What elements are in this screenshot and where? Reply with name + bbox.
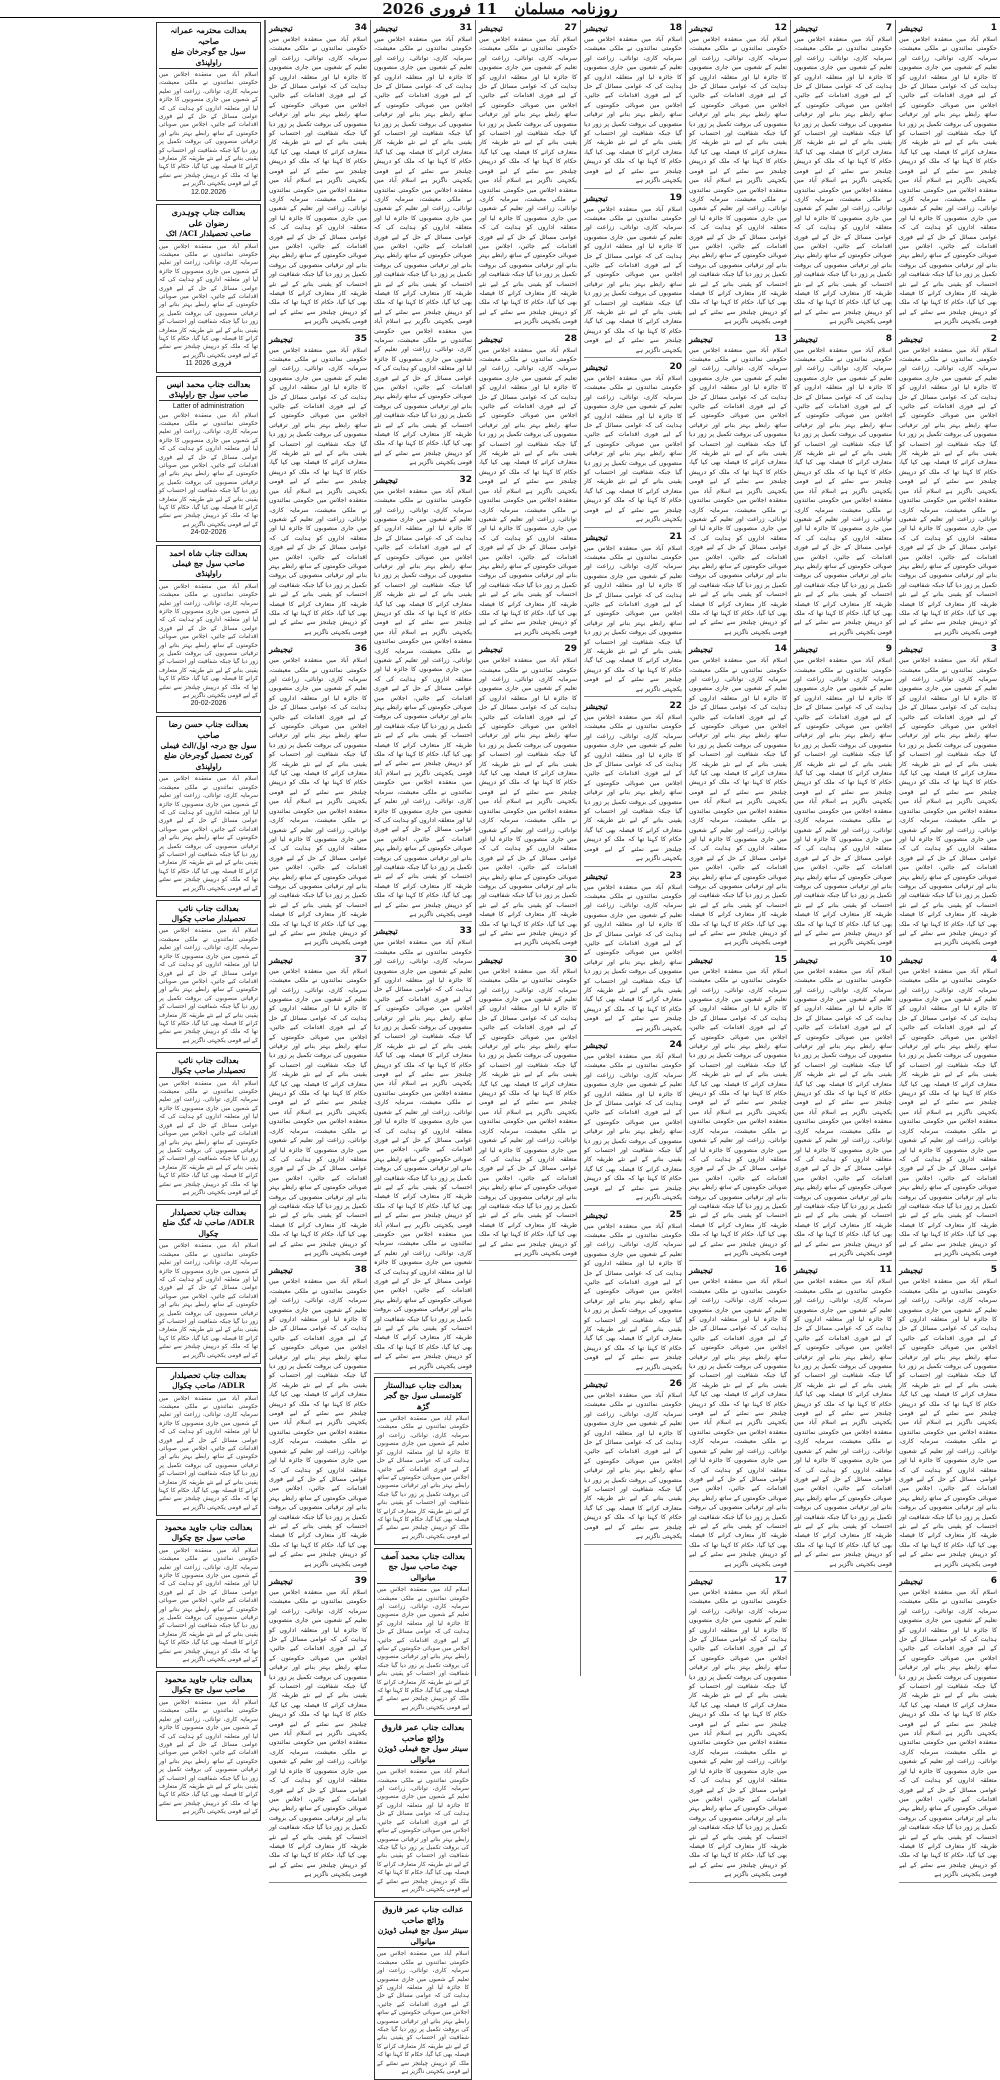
article-body: اسلام آباد میں منعقدہ اجلاس میں حکومتی نمائندوں نے ملکی معیشت، سرمایہ کاری، توانائی، زراعت اور تعلیم کے شعبوں میں جاری منصوبوں کا جائزہ لیا اور متعلقہ اداروں کو ہدایت کی کہ عوامی مسائل کے حل کے لیے فوری اقدامات کیے جائیں، اجلاس میں صوبائی حکومتوں کے ساتھ رابطے بہتر بنانے اور ترقیاتی منصوبوں کی بروقت تکمیل پر زور دیا گیا جبکہ شفافیت اور احتساب کو یقینی بنانے کے لیے نئے طریقہ کار متعارف کرانے کا فیصلہ بھی کیا گیا، حکام کا کہنا تھا کہ ملک کو درپیش چیلنجز سے نمٹنے کے لیے قومی یکجہتی ناگزیر ہے (584, 714, 682, 863)
news-article (899, 1264, 997, 1572)
court-notice-body: اسلام آباد میں منعقدہ اجلاس میں حکومتی نمائندوں نے ملکی معیشت، سرمایہ کاری، توانائی، زراعت اور تعلیم کے شعبوں میں جاری منصوبوں کا جائزہ لیا اور متعلقہ اداروں کو ہدایت کی کہ عوامی مسائل کے حل کے لیے فوری اقدامات کیے جائیں، اجلاس میں صوبائی حکومتوں کے ساتھ رابطے بہتر بنانے اور ترقیاتی منصوبوں کی بروقت تکمیل پر زور دیا گیا جبکہ شفافیت اور احتساب کو یقینی بنانے کے لیے نئے طریقہ کار متعارف کرانے کا فیصلہ بھی کیا گیا، حکام کا کہنا تھا کہ ملک کو درپیش چیلنجز سے نمٹنے کے لیے قومی یکجہتی ناگزیر ہے (159, 72, 258, 188)
news-article (689, 954, 787, 1262)
article-tag: تیجیشر (374, 474, 398, 485)
court-notice-title: بعدالت جناب عبدالستار (384, 1380, 462, 1391)
article-header (269, 1264, 367, 1276)
article-number: 36 (354, 644, 367, 655)
court-notice-subtitle: صاحب سول جج فیملی راولپنڈی (159, 559, 258, 581)
court-notice-date: 20-02-2026 (190, 700, 227, 708)
article-tag: تیجیشر (269, 1265, 293, 1276)
court-notice-title: بعدالت جناب عمر فاروق وڑائچ صاحب (381, 1722, 465, 1744)
court-notice-date: 24-02-2026 (190, 529, 227, 537)
article-header (584, 361, 682, 373)
court-notice (156, 204, 261, 373)
court-notice-subtitle: ADLR/ صاحب چکوال (159, 1381, 258, 1393)
article-header (689, 22, 787, 34)
article-number: 1 (990, 23, 997, 33)
article-body: اسلام آباد میں منعقدہ اجلاس میں حکومتی نمائندوں نے ملکی معیشت، سرمایہ کاری، توانائی، زراعت اور تعلیم کے شعبوں میں جاری منصوبوں کا جائزہ لیا اور متعلقہ اداروں کو ہدایت کی کہ عوامی مسائل کے حل کے لیے فوری اقدامات کیے جائیں، اجلاس میں صوبائی حکومتوں کے ساتھ رابطے بہتر بنانے اور ترقیاتی منصوبوں کی بروقت تکمیل پر زور دیا گیا جبکہ شفافیت اور احتساب کو یقینی بنانے کے لیے نئے طریقہ کار متعارف کرانے کا فیصلہ بھی کیا گیا، حکام کا کہنا تھا کہ ملک کو درپیش چیلنجز سے نمٹنے کے لیے قومی یکجہتی ناگزیر ہے اسلام آباد میں منعقدہ اجلاس میں حکومتی نمائندوں نے ملکی معیشت، سرمایہ کاری، توانائی، زراعت اور تعلیم کے شعبوں میں جاری منصوبوں کا جائزہ لیا اور متعلقہ اداروں کو ہدایت کی کہ عوامی مسائل کے حل کے لیے فوری اقدامات کیے جائیں، اجلاس میں صوبائی حکومتوں کے ساتھ رابطے بہتر بنانے اور ترقیاتی منصوبوں کی بروقت تکمیل پر زور دیا گیا جبکہ شفافیت اور احتساب کو یقینی بنانے کے لیے نئے طریقہ کار متعارف کرانے کا فیصلہ بھی کیا گیا، حکام کا کہنا تھا کہ ملک کو درپیش چیلنجز سے نمٹنے کے لیے قومی یکجہتی ناگزیر ہے (689, 967, 787, 1257)
news-article (899, 643, 997, 951)
court-notice-subtitle: ADLR/ صاحب تلہ گنگ ضلع چکوال (159, 1218, 258, 1240)
court-notice-subtitle: سول جج درجہ اول/الٹ فیملی کورٹ تحصیل گوجرخان ضلع راولپنڈی (159, 741, 258, 774)
news-article (899, 22, 997, 330)
article-header (794, 954, 892, 966)
article-number: 9 (885, 644, 892, 655)
article-header (794, 643, 892, 655)
article-body: اسلام آباد میں منعقدہ اجلاس میں حکومتی نمائندوں نے ملکی معیشت، سرمایہ کاری، توانائی، زراعت اور تعلیم کے شعبوں میں جاری منصوبوں کا جائزہ لیا اور متعلقہ اداروں کو ہدایت کی کہ عوامی مسائل کے حل کے لیے فوری اقدامات کیے جائیں، اجلاس میں صوبائی حکومتوں کے ساتھ رابطے بہتر بنانے اور ترقیاتی منصوبوں کی بروقت تکمیل پر زور دیا گیا جبکہ شفافیت اور احتساب کو یقینی بنانے کے لیے نئے طریقہ کار متعارف کرانے کا فیصلہ بھی کیا گیا، حکام کا کہنا تھا کہ ملک کو درپیش چیلنجز سے نمٹنے کے لیے قومی یکجہتی ناگزیر ہے (584, 375, 682, 524)
article-tag: تیجیشر (689, 1265, 713, 1276)
article-header (689, 1264, 787, 1276)
news-article (584, 870, 682, 1037)
article-body: اسلام آباد میں منعقدہ اجلاس میں حکومتی نمائندوں نے ملکی معیشت، سرمایہ کاری، توانائی، زراعت اور تعلیم کے شعبوں میں جاری منصوبوں کا جائزہ لیا اور متعلقہ اداروں کو ہدایت کی کہ عوامی مسائل کے حل کے لیے فوری اقدامات کیے جائیں، اجلاس میں صوبائی حکومتوں کے ساتھ رابطے بہتر بنانے اور ترقیاتی منصوبوں کی بروقت تکمیل پر زور دیا گیا جبکہ شفافیت اور احتساب کو یقینی بنانے کے لیے نئے طریقہ کار متعارف کرانے کا فیصلہ بھی کیا گیا، حکام کا کہنا تھا کہ ملک کو درپیش چیلنجز سے نمٹنے کے لیے قومی یکجہتی ناگزیر ہے اسلام آباد میں منعقدہ اجلاس میں حکومتی نمائندوں نے ملکی معیشت، سرمایہ کاری، توانائی، زراعت اور تعلیم کے شعبوں میں جاری منصوبوں کا جائزہ لیا اور متعلقہ اداروں کو ہدایت کی کہ عوامی مسائل کے حل کے لیے فوری اقدامات کیے جائیں، اجلاس میں صوبائی حکومتوں کے ساتھ رابطے بہتر بنانے اور ترقیاتی منصوبوں کی بروقت تکمیل پر زور دیا گیا جبکہ شفافیت اور احتساب کو یقینی بنانے کے لیے نئے طریقہ کار متعارف کرانے کا فیصلہ بھی کیا گیا، حکام کا کہنا تھا کہ ملک کو درپیش چیلنجز سے نمٹنے کے لیے قومی یکجہتی ناگزیر ہے (899, 1588, 997, 1879)
news-article (584, 531, 682, 698)
court-notice-subtitle: صاحب سول جج راولپنڈی (159, 390, 258, 402)
article-header (584, 22, 682, 34)
article-body: اسلام آباد میں منعقدہ اجلاس میں حکومتی نمائندوں نے ملکی معیشت، سرمایہ کاری، توانائی، زراعت اور تعلیم کے شعبوں میں جاری منصوبوں کا جائزہ لیا اور متعلقہ اداروں کو ہدایت کی کہ عوامی مسائل کے حل کے لیے فوری اقدامات کیے جائیں، اجلاس میں صوبائی حکومتوں کے ساتھ رابطے بہتر بنانے اور ترقیاتی منصوبوں کی بروقت تکمیل پر زور دیا گیا جبکہ شفافیت اور احتساب کو یقینی بنانے کے لیے نئے طریقہ کار متعارف کرانے کا فیصلہ بھی کیا گیا، حکام کا کہنا تھا کہ ملک کو درپیش چیلنجز سے نمٹنے کے لیے قومی یکجہتی ناگزیر ہے اسلام آباد میں منعقدہ اجلاس میں حکومتی نمائندوں نے ملکی معیشت، سرمایہ کاری، توانائی، زراعت اور تعلیم کے شعبوں میں جاری منصوبوں کا جائزہ لیا اور متعلقہ اداروں کو ہدایت کی کہ عوامی مسائل کے حل کے لیے فوری اقدامات کیے جائیں، اجلاس میں صوبائی حکومتوں کے ساتھ رابطے بہتر بنانے اور ترقیاتی منصوبوں کی بروقت تکمیل پر زور دیا گیا جبکہ شفافیت اور احتساب کو یقینی بنانے کے لیے نئے طریقہ کار متعارف کرانے کا فیصلہ بھی کیا گیا، حکام کا کہنا تھا کہ ملک کو درپیش چیلنجز سے نمٹنے کے لیے قومی یکجہتی ناگزیر ہے (269, 346, 367, 636)
news-article (269, 954, 367, 1262)
article-tag: تیجیشر (584, 362, 608, 372)
article-number: 26 (669, 1379, 682, 1389)
court-notice-title: بعدالت جناب نائب (178, 1055, 239, 1066)
article-header (374, 925, 472, 937)
article-body: اسلام آباد میں منعقدہ اجلاس میں حکومتی نمائندوں نے ملکی معیشت، سرمایہ کاری، توانائی، زراعت اور تعلیم کے شعبوں میں جاری منصوبوں کا جائزہ لیا اور متعلقہ اداروں کو ہدایت کی کہ عوامی مسائل کے حل کے لیے فوری اقدامات کیے جائیں، اجلاس میں صوبائی حکومتوں کے ساتھ رابطے بہتر بنانے اور ترقیاتی منصوبوں کی بروقت تکمیل پر زور دیا گیا جبکہ شفافیت اور احتساب کو یقینی بنانے کے لیے نئے طریقہ کار متعارف کرانے کا فیصلہ بھی کیا گیا، حکام کا کہنا تھا کہ ملک کو درپیش چیلنجز سے نمٹنے کے لیے قومی یکجہتی ناگزیر ہے اسلام آباد میں منعقدہ اجلاس میں حکومتی نمائندوں نے ملکی معیشت، سرمایہ کاری، توانائی، زراعت اور تعلیم کے شعبوں میں جاری منصوبوں کا جائزہ لیا اور متعلقہ اداروں کو ہدایت کی کہ عوامی مسائل کے حل کے لیے فوری اقدامات کیے جائیں، اجلاس میں صوبائی حکومتوں کے ساتھ رابطے بہتر بنانے اور ترقیاتی منصوبوں کی بروقت تکمیل پر زور دیا گیا جبکہ شفافیت اور احتساب کو یقینی بنانے کے لیے نئے طریقہ کار متعارف کرانے کا فیصلہ بھی کیا گیا، حکام کا کہنا تھا کہ ملک کو درپیش چیلنجز سے نمٹنے کے لیے قومی یکجہتی ناگزیر ہے (479, 36, 577, 326)
court-notice (374, 1719, 472, 1898)
court-notice (156, 900, 261, 1049)
article-number: 30 (564, 954, 577, 965)
court-notice (156, 545, 261, 713)
court-notice-body: اسلام آباد میں منعقدہ اجلاس میں حکومتی نمائندوں نے ملکی معیشت، سرمایہ کاری، توانائی، زراعت اور تعلیم کے شعبوں میں جاری منصوبوں کا جائزہ لیا اور متعلقہ اداروں کو ہدایت کی کہ عوامی مسائل کے حل کے لیے فوری اقدامات کیے جائیں، اجلاس میں صوبائی حکومتوں کے ساتھ رابطے بہتر بنانے اور ترقیاتی منصوبوں کی بروقت تکمیل پر زور دیا گیا جبکہ شفافیت اور احتساب کو یقینی بنانے کے لیے نئے طریقہ کار متعارف کرانے کا فیصلہ بھی کیا گیا، حکام کا کہنا تھا کہ ملک کو درپیش چیلنجز سے نمٹنے کے لیے قومی یکجہتی ناگزیر ہے (159, 928, 258, 1044)
article-number: 16 (774, 1265, 787, 1276)
court-notice (156, 1671, 261, 1820)
court-notice-latin: Latter of administration (172, 403, 245, 411)
article-tag: تیجیشر (689, 333, 713, 344)
article-header (899, 333, 997, 345)
court-notice-body: اسلام آباد میں منعقدہ اجلاس میں حکومتی نمائندوں نے ملکی معیشت، سرمایہ کاری، توانائی، زراعت اور تعلیم کے شعبوں میں جاری منصوبوں کا جائزہ لیا اور متعلقہ اداروں کو ہدایت کی کہ عوامی مسائل کے حل کے لیے فوری اقدامات کیے جائیں، اجلاس میں صوبائی حکومتوں کے ساتھ رابطے بہتر بنانے اور ترقیاتی منصوبوں کی بروقت تکمیل پر زور دیا گیا جبکہ شفافیت اور احتساب کو یقینی بنانے کے لیے نئے طریقہ کار متعارف کرانے کا فیصلہ بھی کیا گیا، حکام کا کہنا تھا کہ ملک کو درپیش چیلنجز سے نمٹنے کے لیے قومی یکجہتی ناگزیر ہے (159, 1395, 258, 1511)
court-notice-title: بعدالت جناب نائب (178, 902, 239, 913)
article-header (899, 1575, 997, 1587)
article-number: 11 (879, 1265, 892, 1276)
article-tag: تیجیشر (584, 1379, 608, 1389)
news-article (794, 643, 892, 951)
article-tag: تیجیشر (899, 1265, 923, 1276)
article-body: اسلام آباد میں منعقدہ اجلاس میں حکومتی نمائندوں نے ملکی معیشت، سرمایہ کاری، توانائی، زراعت اور تعلیم کے شعبوں میں جاری منصوبوں کا جائزہ لیا اور متعلقہ اداروں کو ہدایت کی کہ عوامی مسائل کے حل کے لیے فوری اقدامات کیے جائیں، اجلاس میں صوبائی حکومتوں کے ساتھ رابطے بہتر بنانے اور ترقیاتی منصوبوں کی بروقت تکمیل پر زور دیا گیا جبکہ شفافیت اور احتساب کو یقینی بنانے کے لیے نئے طریقہ کار متعارف کرانے کا فیصلہ بھی کیا گیا، حکام کا کہنا تھا کہ ملک کو درپیش چیلنجز سے نمٹنے کے لیے قومی یکجہتی ناگزیر ہے اسلام آباد میں منعقدہ اجلاس میں حکومتی نمائندوں نے ملکی معیشت، سرمایہ کاری، توانائی، زراعت اور تعلیم کے شعبوں میں جاری منصوبوں کا جائزہ لیا اور متعلقہ اداروں کو ہدایت کی کہ عوامی مسائل کے حل کے لیے فوری اقدامات کیے جائیں، اجلاس میں صوبائی حکومتوں کے ساتھ رابطے بہتر بنانے اور ترقیاتی منصوبوں کی بروقت تکمیل پر زور دیا گیا جبکہ شفافیت اور احتساب کو یقینی بنانے کے لیے نئے طریقہ کار متعارف کرانے کا فیصلہ بھی کیا گیا، حکام کا کہنا تھا کہ ملک کو درپیش چیلنجز سے نمٹنے کے لیے قومی یکجہتی ناگزیر ہے اسلام آباد میں منعقدہ اجلاس میں حکومتی نمائندوں نے ملکی معیشت، سرمایہ کاری، توانائی، زراعت اور تعلیم کے شعبوں میں جاری منصوبوں کا جائزہ لیا اور متعلقہ اداروں کو ہدایت کی کہ عوامی مسائل کے حل کے لیے فوری اقدامات کیے جائیں، اجلاس میں صوبائی حکومتوں کے ساتھ رابطے بہتر بنانے اور ترقیاتی منصوبوں کی بروقت تکمیل پر زور دیا گیا جبکہ شفافیت اور احتساب کو یقینی بنانے کے لیے نئے طریقہ کار متعارف کرانے کا فیصلہ بھی کیا گیا، حکام کا کہنا تھا کہ ملک کو درپیش چیلنجز سے نمٹنے کے لیے قومی یکجہتی ناگزیر ہے (374, 36, 472, 467)
article-header (794, 333, 892, 345)
article-header (269, 954, 367, 966)
court-notice (156, 1204, 261, 1364)
news-article (269, 1264, 367, 1572)
article-body: اسلام آباد میں منعقدہ اجلاس میں حکومتی نمائندوں نے ملکی معیشت، سرمایہ کاری، توانائی، زراعت اور تعلیم کے شعبوں میں جاری منصوبوں کا جائزہ لیا اور متعلقہ اداروں کو ہدایت کی کہ عوامی مسائل کے حل کے لیے فوری اقدامات کیے جائیں، اجلاس میں صوبائی حکومتوں کے ساتھ رابطے بہتر بنانے اور ترقیاتی منصوبوں کی بروقت تکمیل پر زور دیا گیا جبکہ شفافیت اور احتساب کو یقینی بنانے کے لیے نئے طریقہ کار متعارف کرانے کا فیصلہ بھی کیا گیا، حکام کا کہنا تھا کہ ملک کو درپیش چیلنجز سے نمٹنے کے لیے قومی یکجہتی ناگزیر ہے اسلام آباد میں منعقدہ اجلاس میں حکومتی نمائندوں نے ملکی معیشت، سرمایہ کاری، توانائی، زراعت اور تعلیم کے شعبوں میں جاری منصوبوں کا جائزہ لیا اور متعلقہ اداروں کو ہدایت کی کہ عوامی مسائل کے حل کے لیے فوری اقدامات کیے جائیں، اجلاس میں صوبائی حکومتوں کے ساتھ رابطے بہتر بنانے اور ترقیاتی منصوبوں کی بروقت تکمیل پر زور دیا گیا جبکہ شفافیت اور احتساب کو یقینی بنانے کے لیے نئے طریقہ کار متعارف کرانے کا فیصلہ بھی کیا گیا، حکام کا کہنا تھا کہ ملک کو درپیش چیلنجز سے نمٹنے کے لیے قومی یکجہتی ناگزیر ہے (794, 346, 892, 636)
article-tag: تیجیشر (479, 644, 503, 655)
article-body: اسلام آباد میں منعقدہ اجلاس میں حکومتی نمائندوں نے ملکی معیشت، سرمایہ کاری، توانائی، زراعت اور تعلیم کے شعبوں میں جاری منصوبوں کا جائزہ لیا اور متعلقہ اداروں کو ہدایت کی کہ عوامی مسائل کے حل کے لیے فوری اقدامات کیے جائیں، اجلاس میں صوبائی حکومتوں کے ساتھ رابطے بہتر بنانے اور ترقیاتی منصوبوں کی بروقت تکمیل پر زور دیا گیا جبکہ شفافیت اور احتساب کو یقینی بنانے کے لیے نئے طریقہ کار متعارف کرانے کا فیصلہ بھی کیا گیا، حکام کا کہنا تھا کہ ملک کو درپیش چیلنجز سے نمٹنے کے لیے قومی یکجہتی ناگزیر ہے اسلام آباد میں منعقدہ اجلاس میں حکومتی نمائندوں نے ملکی معیشت، سرمایہ کاری، توانائی، زراعت اور تعلیم کے شعبوں میں جاری منصوبوں کا جائزہ لیا اور متعلقہ اداروں کو ہدایت کی کہ عوامی مسائل کے حل کے لیے فوری اقدامات کیے جائیں، اجلاس میں صوبائی حکومتوں کے ساتھ رابطے بہتر بنانے اور ترقیاتی منصوبوں کی بروقت تکمیل پر زور دیا گیا جبکہ شفافیت اور احتساب کو یقینی بنانے کے لیے نئے طریقہ کار متعارف کرانے کا فیصلہ بھی کیا گیا، حکام کا کہنا تھا کہ ملک کو درپیش چیلنجز سے نمٹنے کے لیے قومی یکجہتی ناگزیر ہے (269, 1588, 367, 1879)
article-tag: تیجیشر (584, 192, 608, 203)
article-number: 28 (564, 333, 577, 344)
article-header (584, 1209, 682, 1221)
court-notice-body: اسلام آباد میں منعقدہ اجلاس میں حکومتی نمائندوں نے ملکی معیشت، سرمایہ کاری، توانائی، زراعت اور تعلیم کے شعبوں میں جاری منصوبوں کا جائزہ لیا اور متعلقہ اداروں کو ہدایت کی کہ عوامی مسائل کے حل کے لیے فوری اقدامات کیے جائیں، اجلاس میں صوبائی حکومتوں کے ساتھ رابطے بہتر بنانے اور ترقیاتی منصوبوں کی بروقت تکمیل پر زور دیا گیا جبکہ شفافیت اور احتساب کو یقینی بنانے کے لیے نئے طریقہ کار متعارف کرانے کا فیصلہ بھی کیا گیا، حکام کا کہنا تھا کہ ملک کو درپیش چیلنجز سے نمٹنے کے لیے قومی یکجہتی ناگزیر ہے (159, 1547, 258, 1663)
article-tag: تیجیشر (374, 23, 398, 33)
court-notice-body: اسلام آباد میں منعقدہ اجلاس میں حکومتی نمائندوں نے ملکی معیشت، سرمایہ کاری، توانائی، زراعت اور تعلیم کے شعبوں میں جاری منصوبوں کا جائزہ لیا اور متعلقہ اداروں کو ہدایت کی کہ عوامی مسائل کے حل کے لیے فوری اقدامات کیے جائیں، اجلاس میں صوبائی حکومتوں کے ساتھ رابطے بہتر بنانے اور ترقیاتی منصوبوں کی بروقت تکمیل پر زور دیا گیا جبکہ شفافیت اور احتساب کو یقینی بنانے کے لیے نئے طریقہ کار متعارف کرانے کا فیصلہ بھی کیا گیا، حکام کا کہنا تھا کہ ملک کو درپیش چیلنجز سے نمٹنے کے لیے قومی یکجہتی ناگزیر ہے (159, 1080, 258, 1196)
article-tag: تیجیشر (269, 1575, 293, 1586)
article-tag: تیجیشر (269, 954, 293, 965)
article-tag: تیجیشر (584, 23, 608, 33)
article-body: اسلام آباد میں منعقدہ اجلاس میں حکومتی نمائندوں نے ملکی معیشت، سرمایہ کاری، توانائی، زراعت اور تعلیم کے شعبوں میں جاری منصوبوں کا جائزہ لیا اور متعلقہ اداروں کو ہدایت کی کہ عوامی مسائل کے حل کے لیے فوری اقدامات کیے جائیں، اجلاس میں صوبائی حکومتوں کے ساتھ رابطے بہتر بنانے اور ترقیاتی منصوبوں کی بروقت تکمیل پر زور دیا گیا جبکہ شفافیت اور احتساب کو یقینی بنانے کے لیے نئے طریقہ کار متعارف کرانے کا فیصلہ بھی کیا گیا، حکام کا کہنا تھا کہ ملک کو درپیش چیلنجز سے نمٹنے کے لیے قومی یکجہتی ناگزیر ہے (584, 36, 682, 185)
news-article (269, 1575, 367, 1883)
article-body: اسلام آباد میں منعقدہ اجلاس میں حکومتی نمائندوں نے ملکی معیشت، سرمایہ کاری، توانائی، زراعت اور تعلیم کے شعبوں میں جاری منصوبوں کا جائزہ لیا اور متعلقہ اداروں کو ہدایت کی کہ عوامی مسائل کے حل کے لیے فوری اقدامات کیے جائیں، اجلاس میں صوبائی حکومتوں کے ساتھ رابطے بہتر بنانے اور ترقیاتی منصوبوں کی بروقت تکمیل پر زور دیا گیا جبکہ شفافیت اور احتساب کو یقینی بنانے کے لیے نئے طریقہ کار متعارف کرانے کا فیصلہ بھی کیا گیا، حکام کا کہنا تھا کہ ملک کو درپیش چیلنجز سے نمٹنے کے لیے قومی یکجہتی ناگزیر ہے اسلام آباد میں منعقدہ اجلاس میں حکومتی نمائندوں نے ملکی معیشت، سرمایہ کاری، توانائی، زراعت اور تعلیم کے شعبوں میں جاری منصوبوں کا جائزہ لیا اور متعلقہ اداروں کو ہدایت کی کہ عوامی مسائل کے حل کے لیے فوری اقدامات کیے جائیں، اجلاس میں صوبائی حکومتوں کے ساتھ رابطے بہتر بنانے اور ترقیاتی منصوبوں کی بروقت تکمیل پر زور دیا گیا جبکہ شفافیت اور احتساب کو یقینی بنانے کے لیے نئے طریقہ کار متعارف کرانے کا فیصلہ بھی کیا گیا، حکام کا کہنا تھا کہ ملک کو درپیش چیلنجز سے نمٹنے کے لیے قومی یکجہتی ناگزیر ہے (794, 36, 892, 326)
court-notice (156, 22, 261, 201)
article-number: 6 (990, 1575, 997, 1586)
court-notice (156, 1367, 261, 1516)
masthead-paper: روزنامہ مسلمان (514, 0, 618, 18)
article-body: اسلام آباد میں منعقدہ اجلاس میں حکومتی نمائندوں نے ملکی معیشت، سرمایہ کاری، توانائی، زراعت اور تعلیم کے شعبوں میں جاری منصوبوں کا جائزہ لیا اور متعلقہ اداروں کو ہدایت کی کہ عوامی مسائل کے حل کے لیے فوری اقدامات کیے جائیں، اجلاس میں صوبائی حکومتوں کے ساتھ رابطے بہتر بنانے اور ترقیاتی منصوبوں کی بروقت تکمیل پر زور دیا گیا جبکہ شفافیت اور احتساب کو یقینی بنانے کے لیے نئے طریقہ کار متعارف کرانے کا فیصلہ بھی کیا گیا، حکام کا کہنا تھا کہ ملک کو درپیش چیلنجز سے نمٹنے کے لیے قومی یکجہتی ناگزیر ہے اسلام آباد میں منعقدہ اجلاس میں حکومتی نمائندوں نے ملکی معیشت، سرمایہ کاری، توانائی، زراعت اور تعلیم کے شعبوں میں جاری منصوبوں کا جائزہ لیا اور متعلقہ اداروں کو ہدایت کی کہ عوامی مسائل کے حل کے لیے فوری اقدامات کیے جائیں، اجلاس میں صوبائی حکومتوں کے ساتھ رابطے بہتر بنانے اور ترقیاتی منصوبوں کی بروقت تکمیل پر زور دیا گیا جبکہ شفافیت اور احتساب کو یقینی بنانے کے لیے نئے طریقہ کار متعارف کرانے کا فیصلہ بھی کیا گیا، حکام کا کہنا تھا کہ ملک کو درپیش چیلنجز سے نمٹنے کے لیے قومی یکجہتی ناگزیر ہے (794, 1278, 892, 1568)
article-body: اسلام آباد میں منعقدہ اجلاس میں حکومتی نمائندوں نے ملکی معیشت، سرمایہ کاری، توانائی، زراعت اور تعلیم کے شعبوں میں جاری منصوبوں کا جائزہ لیا اور متعلقہ اداروں کو ہدایت کی کہ عوامی مسائل کے حل کے لیے فوری اقدامات کیے جائیں، اجلاس میں صوبائی حکومتوں کے ساتھ رابطے بہتر بنانے اور ترقیاتی منصوبوں کی بروقت تکمیل پر زور دیا گیا جبکہ شفافیت اور احتساب کو یقینی بنانے کے لیے نئے طریقہ کار متعارف کرانے کا فیصلہ بھی کیا گیا، حکام کا کہنا تھا کہ ملک کو درپیش چیلنجز سے نمٹنے کے لیے قومی یکجہتی ناگزیر ہے اسلام آباد میں منعقدہ اجلاس میں حکومتی نمائندوں نے ملکی معیشت، سرمایہ کاری، توانائی، زراعت اور تعلیم کے شعبوں میں جاری منصوبوں کا جائزہ لیا اور متعلقہ اداروں کو ہدایت کی کہ عوامی مسائل کے حل کے لیے فوری اقدامات کیے جائیں، اجلاس میں صوبائی حکومتوں کے ساتھ رابطے بہتر بنانے اور ترقیاتی منصوبوں کی بروقت تکمیل پر زور دیا گیا جبکہ شفافیت اور احتساب کو یقینی بنانے کے لیے نئے طریقہ کار متعارف کرانے کا فیصلہ بھی کیا گیا، حکام کا کہنا تھا کہ ملک کو درپیش چیلنجز سے نمٹنے کے لیے قومی یکجہتی ناگزیر ہے (689, 1588, 787, 1879)
article-number: 18 (669, 23, 682, 33)
article-number: 31 (459, 23, 472, 33)
court-notice-body: اسلام آباد میں منعقدہ اجلاس میں حکومتی نمائندوں نے ملکی معیشت، سرمایہ کاری، توانائی، زراعت اور تعلیم کے شعبوں میں جاری منصوبوں کا جائزہ لیا اور متعلقہ اداروں کو ہدایت کی کہ عوامی مسائل کے حل کے لیے فوری اقدامات کیے جائیں، اجلاس میں صوبائی حکومتوں کے ساتھ رابطے بہتر بنانے اور ترقیاتی منصوبوں کی بروقت تکمیل پر زور دیا گیا جبکہ شفافیت اور احتساب کو یقینی بنانے کے لیے نئے طریقہ کار متعارف کرانے کا فیصلہ بھی کیا گیا، حکام کا کہنا تھا کہ ملک کو درپیش چیلنجز سے نمٹنے کے لیے قومی یکجہتی ناگزیر ہے (159, 412, 258, 528)
court-notice (156, 376, 261, 542)
news-article (269, 643, 367, 951)
article-number: 32 (459, 474, 472, 485)
court-notices-column (153, 20, 265, 1816)
news-article (269, 22, 367, 330)
article-number: 8 (885, 333, 892, 344)
article-number: 10 (879, 954, 892, 965)
article-body: اسلام آباد میں منعقدہ اجلاس میں حکومتی نمائندوں نے ملکی معیشت، سرمایہ کاری، توانائی، زراعت اور تعلیم کے شعبوں میں جاری منصوبوں کا جائزہ لیا اور متعلقہ اداروں کو ہدایت کی کہ عوامی مسائل کے حل کے لیے فوری اقدامات کیے جائیں، اجلاس میں صوبائی حکومتوں کے ساتھ رابطے بہتر بنانے اور ترقیاتی منصوبوں کی بروقت تکمیل پر زور دیا گیا جبکہ شفافیت اور احتساب کو یقینی بنانے کے لیے نئے طریقہ کار متعارف کرانے کا فیصلہ بھی کیا گیا، حکام کا کہنا تھا کہ ملک کو درپیش چیلنجز سے نمٹنے کے لیے قومی یکجہتی ناگزیر ہے اسلام آباد میں منعقدہ اجلاس میں حکومتی نمائندوں نے ملکی معیشت، سرمایہ کاری، توانائی، زراعت اور تعلیم کے شعبوں میں جاری منصوبوں کا جائزہ لیا اور متعلقہ اداروں کو ہدایت کی کہ عوامی مسائل کے حل کے لیے فوری اقدامات کیے جائیں، اجلاس میں صوبائی حکومتوں کے ساتھ رابطے بہتر بنانے اور ترقیاتی منصوبوں کی بروقت تکمیل پر زور دیا گیا جبکہ شفافیت اور احتساب کو یقینی بنانے کے لیے نئے طریقہ کار متعارف کرانے کا فیصلہ بھی کیا گیا، حکام کا کہنا تھا کہ ملک کو درپیش چیلنجز سے نمٹنے کے لیے قومی یکجہتی ناگزیر ہے (269, 967, 367, 1257)
article-header (584, 192, 682, 204)
article-body: اسلام آباد میں منعقدہ اجلاس میں حکومتی نمائندوں نے ملکی معیشت، سرمایہ کاری، توانائی، زراعت اور تعلیم کے شعبوں میں جاری منصوبوں کا جائزہ لیا اور متعلقہ اداروں کو ہدایت کی کہ عوامی مسائل کے حل کے لیے فوری اقدامات کیے جائیں، اجلاس میں صوبائی حکومتوں کے ساتھ رابطے بہتر بنانے اور ترقیاتی منصوبوں کی بروقت تکمیل پر زور دیا گیا جبکہ شفافیت اور احتساب کو یقینی بنانے کے لیے نئے طریقہ کار متعارف کرانے کا فیصلہ بھی کیا گیا، حکام کا کہنا تھا کہ ملک کو درپیش چیلنجز سے نمٹنے کے لیے قومی یکجہتی ناگزیر ہے اسلام آباد میں منعقدہ اجلاس میں حکومتی نمائندوں نے ملکی معیشت، سرمایہ کاری، توانائی، زراعت اور تعلیم کے شعبوں میں جاری منصوبوں کا جائزہ لیا اور متعلقہ اداروں کو ہدایت کی کہ عوامی مسائل کے حل کے لیے فوری اقدامات کیے جائیں، اجلاس میں صوبائی حکومتوں کے ساتھ رابطے بہتر بنانے اور ترقیاتی منصوبوں کی بروقت تکمیل پر زور دیا گیا جبکہ شفافیت اور احتساب کو یقینی بنانے کے لیے نئے طریقہ کار متعارف کرانے کا فیصلہ بھی کیا گیا، حکام کا کہنا تھا کہ ملک کو درپیش چیلنجز سے نمٹنے کے لیے قومی یکجہتی ناگزیر ہے (269, 36, 367, 326)
news-article (899, 1575, 997, 1883)
court-notice (374, 1377, 472, 1545)
article-number: 33 (459, 926, 472, 937)
article-tag: تیجیشر (584, 531, 608, 542)
article-number: 35 (354, 333, 367, 344)
news-article (899, 954, 997, 1262)
article-number: 5 (990, 1265, 997, 1276)
news-article (584, 361, 682, 528)
court-notice-subtitle: صاحب تحصیلدار ACI/ اٹک (159, 229, 258, 241)
article-body: اسلام آباد میں منعقدہ اجلاس میں حکومتی نمائندوں نے ملکی معیشت، سرمایہ کاری، توانائی، زراعت اور تعلیم کے شعبوں میں جاری منصوبوں کا جائزہ لیا اور متعلقہ اداروں کو ہدایت کی کہ عوامی مسائل کے حل کے لیے فوری اقدامات کیے جائیں، اجلاس میں صوبائی حکومتوں کے ساتھ رابطے بہتر بنانے اور ترقیاتی منصوبوں کی بروقت تکمیل پر زور دیا گیا جبکہ شفافیت اور احتساب کو یقینی بنانے کے لیے نئے طریقہ کار متعارف کرانے کا فیصلہ بھی کیا گیا، حکام کا کہنا تھا کہ ملک کو درپیش چیلنجز سے نمٹنے کے لیے قومی یکجہتی ناگزیر ہے (584, 544, 682, 693)
article-body: اسلام آباد میں منعقدہ اجلاس میں حکومتی نمائندوں نے ملکی معیشت، سرمایہ کاری، توانائی، زراعت اور تعلیم کے شعبوں میں جاری منصوبوں کا جائزہ لیا اور متعلقہ اداروں کو ہدایت کی کہ عوامی مسائل کے حل کے لیے فوری اقدامات کیے جائیں، اجلاس میں صوبائی حکومتوں کے ساتھ رابطے بہتر بنانے اور ترقیاتی منصوبوں کی بروقت تکمیل پر زور دیا گیا جبکہ شفافیت اور احتساب کو یقینی بنانے کے لیے نئے طریقہ کار متعارف کرانے کا فیصلہ بھی کیا گیا، حکام کا کہنا تھا کہ ملک کو درپیش چیلنجز سے نمٹنے کے لیے قومی یکجہتی ناگزیر ہے (584, 1222, 682, 1371)
article-body: اسلام آباد میں منعقدہ اجلاس میں حکومتی نمائندوں نے ملکی معیشت، سرمایہ کاری، توانائی، زراعت اور تعلیم کے شعبوں میں جاری منصوبوں کا جائزہ لیا اور متعلقہ اداروں کو ہدایت کی کہ عوامی مسائل کے حل کے لیے فوری اقدامات کیے جائیں، اجلاس میں صوبائی حکومتوں کے ساتھ رابطے بہتر بنانے اور ترقیاتی منصوبوں کی بروقت تکمیل پر زور دیا گیا جبکہ شفافیت اور احتساب کو یقینی بنانے کے لیے نئے طریقہ کار متعارف کرانے کا فیصلہ بھی کیا گیا، حکام کا کہنا تھا کہ ملک کو درپیش چیلنجز سے نمٹنے کے لیے قومی یکجہتی ناگزیر ہے اسلام آباد میں منعقدہ اجلاس میں حکومتی نمائندوں نے ملکی معیشت، سرمایہ کاری، توانائی، زراعت اور تعلیم کے شعبوں میں جاری منصوبوں کا جائزہ لیا اور متعلقہ اداروں کو ہدایت کی کہ عوامی مسائل کے حل کے لیے فوری اقدامات کیے جائیں، اجلاس میں صوبائی حکومتوں کے ساتھ رابطے بہتر بنانے اور ترقیاتی منصوبوں کی بروقت تکمیل پر زور دیا گیا جبکہ شفافیت اور احتساب کو یقینی بنانے کے لیے نئے طریقہ کار متعارف کرانے کا فیصلہ بھی کیا گیا، حکام کا کہنا تھا کہ ملک کو درپیش چیلنجز سے نمٹنے کے لیے قومی یکجہتی ناگزیر ہے (899, 657, 997, 947)
news-article (584, 192, 682, 359)
article-tag: تیجیشر (689, 23, 713, 33)
article-header (899, 1264, 997, 1276)
article-header (269, 22, 367, 34)
court-notice-subtitle: صاحب سول جج چکوال (159, 1533, 258, 1545)
article-number: 27 (564, 23, 577, 33)
news-column-5 (475, 20, 580, 1676)
article-tag: تیجیشر (794, 644, 818, 655)
article-body: اسلام آباد میں منعقدہ اجلاس میں حکومتی نمائندوں نے ملکی معیشت، سرمایہ کاری، توانائی، زراعت اور تعلیم کے شعبوں میں جاری منصوبوں کا جائزہ لیا اور متعلقہ اداروں کو ہدایت کی کہ عوامی مسائل کے حل کے لیے فوری اقدامات کیے جائیں، اجلاس میں صوبائی حکومتوں کے ساتھ رابطے بہتر بنانے اور ترقیاتی منصوبوں کی بروقت تکمیل پر زور دیا گیا جبکہ شفافیت اور احتساب کو یقینی بنانے کے لیے نئے طریقہ کار متعارف کرانے کا فیصلہ بھی کیا گیا، حکام کا کہنا تھا کہ ملک کو درپیش چیلنجز سے نمٹنے کے لیے قومی یکجہتی ناگزیر ہے اسلام آباد میں منعقدہ اجلاس میں حکومتی نمائندوں نے ملکی معیشت، سرمایہ کاری، توانائی، زراعت اور تعلیم کے شعبوں میں جاری منصوبوں کا جائزہ لیا اور متعلقہ اداروں کو ہدایت کی کہ عوامی مسائل کے حل کے لیے فوری اقدامات کیے جائیں، اجلاس میں صوبائی حکومتوں کے ساتھ رابطے بہتر بنانے اور ترقیاتی منصوبوں کی بروقت تکمیل پر زور دیا گیا جبکہ شفافیت اور احتساب کو یقینی بنانے کے لیے نئے طریقہ کار متعارف کرانے کا فیصلہ بھی کیا گیا، حکام کا کہنا تھا کہ ملک کو درپیش چیلنجز سے نمٹنے کے لیے قومی یکجہتی ناگزیر ہے (689, 657, 787, 947)
article-body: اسلام آباد میں منعقدہ اجلاس میں حکومتی نمائندوں نے ملکی معیشت، سرمایہ کاری، توانائی، زراعت اور تعلیم کے شعبوں میں جاری منصوبوں کا جائزہ لیا اور متعلقہ اداروں کو ہدایت کی کہ عوامی مسائل کے حل کے لیے فوری اقدامات کیے جائیں، اجلاس میں صوبائی حکومتوں کے ساتھ رابطے بہتر بنانے اور ترقیاتی منصوبوں کی بروقت تکمیل پر زور دیا گیا جبکہ شفافیت اور احتساب کو یقینی بنانے کے لیے نئے طریقہ کار متعارف کرانے کا فیصلہ بھی کیا گیا، حکام کا کہنا تھا کہ ملک کو درپیش چیلنجز سے نمٹنے کے لیے قومی یکجہتی ناگزیر ہے اسلام آباد میں منعقدہ اجلاس میں حکومتی نمائندوں نے ملکی معیشت، سرمایہ کاری، توانائی، زراعت اور تعلیم کے شعبوں میں جاری منصوبوں کا جائزہ لیا اور متعلقہ اداروں کو ہدایت کی کہ عوامی مسائل کے حل کے لیے فوری اقدامات کیے جائیں، اجلاس میں صوبائی حکومتوں کے ساتھ رابطے بہتر بنانے اور ترقیاتی منصوبوں کی بروقت تکمیل پر زور دیا گیا جبکہ شفافیت اور احتساب کو یقینی بنانے کے لیے نئے طریقہ کار متعارف کرانے کا فیصلہ بھی کیا گیا، حکام کا کہنا تھا کہ ملک کو درپیش چیلنجز سے نمٹنے کے لیے قومی یکجہتی ناگزیر ہے (794, 657, 892, 947)
court-notice-title: بعدالت جناب محمد انیس (166, 378, 251, 389)
court-notice-title: بعدالت جناب تحصیلدار (170, 1370, 247, 1381)
article-header (374, 22, 472, 34)
page-columns (0, 20, 1000, 2076)
court-notice-subtitle: کلوتمسلی سول جج گجر گڑھ (377, 1391, 469, 1413)
article-body: اسلام آباد میں منعقدہ اجلاس میں حکومتی نمائندوں نے ملکی معیشت، سرمایہ کاری، توانائی، زراعت اور تعلیم کے شعبوں میں جاری منصوبوں کا جائزہ لیا اور متعلقہ اداروں کو ہدایت کی کہ عوامی مسائل کے حل کے لیے فوری اقدامات کیے جائیں، اجلاس میں صوبائی حکومتوں کے ساتھ رابطے بہتر بنانے اور ترقیاتی منصوبوں کی بروقت تکمیل پر زور دیا گیا جبکہ شفافیت اور احتساب کو یقینی بنانے کے لیے نئے طریقہ کار متعارف کرانے کا فیصلہ بھی کیا گیا، حکام کا کہنا تھا کہ ملک کو درپیش چیلنجز سے نمٹنے کے لیے قومی یکجہتی ناگزیر ہے اسلام آباد میں منعقدہ اجلاس میں حکومتی نمائندوں نے ملکی معیشت، سرمایہ کاری، توانائی، زراعت اور تعلیم کے شعبوں میں جاری منصوبوں کا جائزہ لیا اور متعلقہ اداروں کو ہدایت کی کہ عوامی مسائل کے حل کے لیے فوری اقدامات کیے جائیں، اجلاس میں صوبائی حکومتوں کے ساتھ رابطے بہتر بنانے اور ترقیاتی منصوبوں کی بروقت تکمیل پر زور دیا گیا جبکہ شفافیت اور احتساب کو یقینی بنانے کے لیے نئے طریقہ کار متعارف کرانے کا فیصلہ بھی کیا گیا، حکام کا کہنا تھا کہ ملک کو درپیش چیلنجز سے نمٹنے کے لیے قومی یکجہتی ناگزیر ہے (899, 36, 997, 326)
news-article (479, 954, 577, 1262)
article-header (584, 531, 682, 543)
court-notice-subtitle: تحصیلدار صاحب چکوال (159, 914, 258, 926)
article-header (479, 333, 577, 345)
article-tag: تیجیشر (794, 333, 818, 344)
court-notice-body: اسلام آباد میں منعقدہ اجلاس میں حکومتی نمائندوں نے ملکی معیشت، سرمایہ کاری، توانائی، زراعت اور تعلیم کے شعبوں میں جاری منصوبوں کا جائزہ لیا اور متعلقہ اداروں کو ہدایت کی کہ عوامی مسائل کے حل کے لیے فوری اقدامات کیے جائیں، اجلاس میں صوبائی حکومتوں کے ساتھ رابطے بہتر بنانے اور ترقیاتی منصوبوں کی بروقت تکمیل پر زور دیا گیا جبکہ شفافیت اور احتساب کو یقینی بنانے کے لیے نئے طریقہ کار متعارف کرانے کا فیصلہ بھی کیا گیا، حکام کا کہنا تھا کہ ملک کو درپیش چیلنجز سے نمٹنے کے لیے قومی یکجہتی ناگزیر ہے (377, 1769, 469, 1893)
article-body: اسلام آباد میں منعقدہ اجلاس میں حکومتی نمائندوں نے ملکی معیشت، سرمایہ کاری، توانائی، زراعت اور تعلیم کے شعبوں میں جاری منصوبوں کا جائزہ لیا اور متعلقہ اداروں کو ہدایت کی کہ عوامی مسائل کے حل کے لیے فوری اقدامات کیے جائیں، اجلاس میں صوبائی حکومتوں کے ساتھ رابطے بہتر بنانے اور ترقیاتی منصوبوں کی بروقت تکمیل پر زور دیا گیا جبکہ شفافیت اور احتساب کو یقینی بنانے کے لیے نئے طریقہ کار متعارف کرانے کا فیصلہ بھی کیا گیا، حکام کا کہنا تھا کہ ملک کو درپیش چیلنجز سے نمٹنے کے لیے قومی یکجہتی ناگزیر ہے اسلام آباد میں منعقدہ اجلاس میں حکومتی نمائندوں نے ملکی معیشت، سرمایہ کاری، توانائی، زراعت اور تعلیم کے شعبوں میں جاری منصوبوں کا جائزہ لیا اور متعلقہ اداروں کو ہدایت کی کہ عوامی مسائل کے حل کے لیے فوری اقدامات کیے جائیں، اجلاس میں صوبائی حکومتوں کے ساتھ رابطے بہتر بنانے اور ترقیاتی منصوبوں کی بروقت تکمیل پر زور دیا گیا جبکہ شفافیت اور احتساب کو یقینی بنانے کے لیے نئے طریقہ کار متعارف کرانے کا فیصلہ بھی کیا گیا، حکام کا کہنا تھا کہ ملک کو درپیش چیلنجز سے نمٹنے کے لیے قومی یکجہتی ناگزیر ہے (899, 967, 997, 1257)
article-header (689, 1575, 787, 1587)
court-notice-body: اسلام آباد میں منعقدہ اجلاس میں حکومتی نمائندوں نے ملکی معیشت، سرمایہ کاری، توانائی، زراعت اور تعلیم کے شعبوں میں جاری منصوبوں کا جائزہ لیا اور متعلقہ اداروں کو ہدایت کی کہ عوامی مسائل کے حل کے لیے فوری اقدامات کیے جائیں، اجلاس میں صوبائی حکومتوں کے ساتھ رابطے بہتر بنانے اور ترقیاتی منصوبوں کی بروقت تکمیل پر زور دیا گیا جبکہ شفافیت اور احتساب کو یقینی بنانے کے لیے نئے طریقہ کار متعارف کرانے کا فیصلہ بھی کیا گیا، حکام کا کہنا تھا کہ ملک کو درپیش چیلنجز سے نمٹنے کے لیے قومی یکجہتی ناگزیر ہے (159, 583, 258, 699)
court-notice-subtitle: جھٹ صاحب سول جج میانوالی (377, 1562, 469, 1584)
article-tag: تیجیشر (479, 954, 503, 965)
court-notice (156, 716, 261, 897)
court-notice-date: 11 فروری 2026 (185, 360, 232, 368)
article-body: اسلام آباد میں منعقدہ اجلاس میں حکومتی نمائندوں نے ملکی معیشت، سرمایہ کاری، توانائی، زراعت اور تعلیم کے شعبوں میں جاری منصوبوں کا جائزہ لیا اور متعلقہ اداروں کو ہدایت کی کہ عوامی مسائل کے حل کے لیے فوری اقدامات کیے جائیں، اجلاس میں صوبائی حکومتوں کے ساتھ رابطے بہتر بنانے اور ترقیاتی منصوبوں کی بروقت تکمیل پر زور دیا گیا جبکہ شفافیت اور احتساب کو یقینی بنانے کے لیے نئے طریقہ کار متعارف کرانے کا فیصلہ بھی کیا گیا، حکام کا کہنا تھا کہ ملک کو درپیش چیلنجز سے نمٹنے کے لیے قومی یکجہتی ناگزیر ہے اسلام آباد میں منعقدہ اجلاس میں حکومتی نمائندوں نے ملکی معیشت، سرمایہ کاری، توانائی، زراعت اور تعلیم کے شعبوں میں جاری منصوبوں کا جائزہ لیا اور متعلقہ اداروں کو ہدایت کی کہ عوامی مسائل کے حل کے لیے فوری اقدامات کیے جائیں، اجلاس میں صوبائی حکومتوں کے ساتھ رابطے بہتر بنانے اور ترقیاتی منصوبوں کی بروقت تکمیل پر زور دیا گیا جبکہ شفافیت اور احتساب کو یقینی بنانے کے لیے نئے طریقہ کار متعارف کرانے کا فیصلہ بھی کیا گیا، حکام کا کہنا تھا کہ ملک کو درپیش چیلنجز سے نمٹنے کے لیے قومی یکجہتی ناگزیر ہے (899, 1278, 997, 1568)
article-header (899, 643, 997, 655)
court-notice-title: بعدالت جناب چوہدری رضوان علی (171, 207, 246, 229)
news-article (479, 333, 577, 641)
court-notice-body: اسلام آباد میں منعقدہ اجلاس میں حکومتی نمائندوں نے ملکی معیشت، سرمایہ کاری، توانائی، زراعت اور تعلیم کے شعبوں میں جاری منصوبوں کا جائزہ لیا اور متعلقہ اداروں کو ہدایت کی کہ عوامی مسائل کے حل کے لیے فوری اقدامات کیے جائیں، اجلاس میں صوبائی حکومتوں کے ساتھ رابطے بہتر بنانے اور ترقیاتی منصوبوں کی بروقت تکمیل پر زور دیا گیا جبکہ شفافیت اور احتساب کو یقینی بنانے کے لیے نئے طریقہ کار متعارف کرانے کا فیصلہ بھی کیا گیا، حکام کا کہنا تھا کہ ملک کو درپیش چیلنجز سے نمٹنے کے لیے قومی یکجہتی ناگزیر ہے (159, 243, 258, 359)
article-tag: تیجیشر (899, 333, 923, 344)
article-body: اسلام آباد میں منعقدہ اجلاس میں حکومتی نمائندوں نے ملکی معیشت، سرمایہ کاری، توانائی، زراعت اور تعلیم کے شعبوں میں جاری منصوبوں کا جائزہ لیا اور متعلقہ اداروں کو ہدایت کی کہ عوامی مسائل کے حل کے لیے فوری اقدامات کیے جائیں، اجلاس میں صوبائی حکومتوں کے ساتھ رابطے بہتر بنانے اور ترقیاتی منصوبوں کی بروقت تکمیل پر زور دیا گیا جبکہ شفافیت اور احتساب کو یقینی بنانے کے لیے نئے طریقہ کار متعارف کرانے کا فیصلہ بھی کیا گیا، حکام کا کہنا تھا کہ ملک کو درپیش چیلنجز سے نمٹنے کے لیے قومی یکجہتی ناگزیر ہے (584, 205, 682, 354)
court-notice (156, 1052, 261, 1201)
article-header (269, 333, 367, 345)
news-article (899, 333, 997, 641)
court-notice-body: اسلام آباد میں منعقدہ اجلاس میں حکومتی نمائندوں نے ملکی معیشت، سرمایہ کاری، توانائی، زراعت اور تعلیم کے شعبوں میں جاری منصوبوں کا جائزہ لیا اور متعلقہ اداروں کو ہدایت کی کہ عوامی مسائل کے حل کے لیے فوری اقدامات کیے جائیں، اجلاس میں صوبائی حکومتوں کے ساتھ رابطے بہتر بنانے اور ترقیاتی منصوبوں کی بروقت تکمیل پر زور دیا گیا جبکہ شفافیت اور احتساب کو یقینی بنانے کے لیے نئے طریقہ کار متعارف کرانے کا فیصلہ بھی کیا گیا، حکام کا کہنا تھا کہ ملک کو درپیش چیلنجز سے نمٹنے کے لیے قومی یکجہتی ناگزیر ہے (377, 1416, 469, 1540)
masthead (0, 0, 1000, 18)
article-body: اسلام آباد میں منعقدہ اجلاس میں حکومتی نمائندوں نے ملکی معیشت، سرمایہ کاری، توانائی، زراعت اور تعلیم کے شعبوں میں جاری منصوبوں کا جائزہ لیا اور متعلقہ اداروں کو ہدایت کی کہ عوامی مسائل کے حل کے لیے فوری اقدامات کیے جائیں، اجلاس میں صوبائی حکومتوں کے ساتھ رابطے بہتر بنانے اور ترقیاتی منصوبوں کی بروقت تکمیل پر زور دیا گیا جبکہ شفافیت اور احتساب کو یقینی بنانے کے لیے نئے طریقہ کار متعارف کرانے کا فیصلہ بھی کیا گیا، حکام کا کہنا تھا کہ ملک کو درپیش چیلنجز سے نمٹنے کے لیے قومی یکجہتی ناگزیر ہے اسلام آباد میں منعقدہ اجلاس میں حکومتی نمائندوں نے ملکی معیشت، سرمایہ کاری، توانائی، زراعت اور تعلیم کے شعبوں میں جاری منصوبوں کا جائزہ لیا اور متعلقہ اداروں کو ہدایت کی کہ عوامی مسائل کے حل کے لیے فوری اقدامات کیے جائیں، اجلاس میں صوبائی حکومتوں کے ساتھ رابطے بہتر بنانے اور ترقیاتی منصوبوں کی بروقت تکمیل پر زور دیا گیا جبکہ شفافیت اور احتساب کو یقینی بنانے کے لیے نئے طریقہ کار متعارف کرانے کا فیصلہ بھی کیا گیا، حکام کا کہنا تھا کہ ملک کو درپیش چیلنجز سے نمٹنے کے لیے قومی یکجہتی ناگزیر ہے (689, 1278, 787, 1568)
court-notice-subtitle: تحصیلدار صاحب چکوال (159, 1066, 258, 1078)
court-notice-body: اسلام آباد میں منعقدہ اجلاس میں حکومتی نمائندوں نے ملکی معیشت، سرمایہ کاری، توانائی، زراعت اور تعلیم کے شعبوں میں جاری منصوبوں کا جائزہ لیا اور متعلقہ اداروں کو ہدایت کی کہ عوامی مسائل کے حل کے لیے فوری اقدامات کیے جائیں، اجلاس میں صوبائی حکومتوں کے ساتھ رابطے بہتر بنانے اور ترقیاتی منصوبوں کی بروقت تکمیل پر زور دیا گیا جبکہ شفافیت اور احتساب کو یقینی بنانے کے لیے نئے طریقہ کار متعارف کرانے کا فیصلہ بھی کیا گیا، حکام کا کہنا تھا کہ ملک کو درپیش چیلنجز سے نمٹنے کے لیے قومی یکجہتی ناگزیر ہے (377, 1587, 469, 1711)
article-tag: تیجیشر (794, 23, 818, 33)
article-header (584, 1378, 682, 1390)
article-header (479, 643, 577, 655)
news-article (689, 1575, 787, 1883)
article-header (584, 1039, 682, 1051)
article-header (899, 22, 997, 34)
court-notice-subtitle: صاحب سول جج چکوال (159, 1685, 258, 1697)
article-body: اسلام آباد میں منعقدہ اجلاس میں حکومتی نمائندوں نے ملکی معیشت، سرمایہ کاری، توانائی، زراعت اور تعلیم کے شعبوں میں جاری منصوبوں کا جائزہ لیا اور متعلقہ اداروں کو ہدایت کی کہ عوامی مسائل کے حل کے لیے فوری اقدامات کیے جائیں، اجلاس میں صوبائی حکومتوں کے ساتھ رابطے بہتر بنانے اور ترقیاتی منصوبوں کی بروقت تکمیل پر زور دیا گیا جبکہ شفافیت اور احتساب کو یقینی بنانے کے لیے نئے طریقہ کار متعارف کرانے کا فیصلہ بھی کیا گیا، حکام کا کہنا تھا کہ ملک کو درپیش چیلنجز سے نمٹنے کے لیے قومی یکجہتی ناگزیر ہے اسلام آباد میں منعقدہ اجلاس میں حکومتی نمائندوں نے ملکی معیشت، سرمایہ کاری، توانائی، زراعت اور تعلیم کے شعبوں میں جاری منصوبوں کا جائزہ لیا اور متعلقہ اداروں کو ہدایت کی کہ عوامی مسائل کے حل کے لیے فوری اقدامات کیے جائیں، اجلاس میں صوبائی حکومتوں کے ساتھ رابطے بہتر بنانے اور ترقیاتی منصوبوں کی بروقت تکمیل پر زور دیا گیا جبکہ شفافیت اور احتساب کو یقینی بنانے کے لیے نئے طریقہ کار متعارف کرانے کا فیصلہ بھی کیا گیا، حکام کا کہنا تھا کہ ملک کو درپیش چیلنجز سے نمٹنے کے لیے قومی یکجہتی ناگزیر ہے اسلام آباد میں منعقدہ اجلاس میں حکومتی نمائندوں نے ملکی معیشت، سرمایہ کاری، توانائی، زراعت اور تعلیم کے شعبوں میں جاری منصوبوں کا جائزہ لیا اور متعلقہ اداروں کو ہدایت کی کہ عوامی مسائل کے حل کے لیے فوری اقدامات کیے جائیں، اجلاس میں صوبائی حکومتوں کے ساتھ رابطے بہتر بنانے اور ترقیاتی منصوبوں کی بروقت تکمیل پر زور دیا گیا جبکہ شفافیت اور احتساب کو یقینی بنانے کے لیے نئے طریقہ کار متعارف کرانے کا فیصلہ بھی کیا گیا، حکام کا کہنا تھا کہ ملک کو درپیش چیلنجز سے نمٹنے کے لیے قومی یکجہتی ناگزیر ہے (374, 939, 472, 1370)
news-column-4 (580, 20, 685, 1676)
article-number: 13 (774, 333, 787, 344)
court-notice-body: اسلام آباد میں منعقدہ اجلاس میں حکومتی نمائندوں نے ملکی معیشت، سرمایہ کاری، توانائی، زراعت اور تعلیم کے شعبوں میں جاری منصوبوں کا جائزہ لیا اور متعلقہ اداروں کو ہدایت کی کہ عوامی مسائل کے حل کے لیے فوری اقدامات کیے جائیں، اجلاس میں صوبائی حکومتوں کے ساتھ رابطے بہتر بنانے اور ترقیاتی منصوبوں کی بروقت تکمیل پر زور دیا گیا جبکہ شفافیت اور احتساب کو یقینی بنانے کے لیے نئے طریقہ کار متعارف کرانے کا فیصلہ بھی کیا گیا، حکام کا کہنا تھا کہ ملک کو درپیش چیلنجز سے نمٹنے کے لیے قومی یکجہتی ناگزیر ہے (159, 776, 258, 892)
article-header (269, 1575, 367, 1587)
article-number: 22 (669, 701, 682, 711)
article-number: 24 (669, 1040, 682, 1050)
article-tag: تیجیشر (689, 954, 713, 965)
court-notice-body: اسلام آباد میں منعقدہ اجلاس میں حکومتی نمائندوں نے ملکی معیشت، سرمایہ کاری، توانائی، زراعت اور تعلیم کے شعبوں میں جاری منصوبوں کا جائزہ لیا اور متعلقہ اداروں کو ہدایت کی کہ عوامی مسائل کے حل کے لیے فوری اقدامات کیے جائیں، اجلاس میں صوبائی حکومتوں کے ساتھ رابطے بہتر بنانے اور ترقیاتی منصوبوں کی بروقت تکمیل پر زور دیا گیا جبکہ شفافیت اور احتساب کو یقینی بنانے کے لیے نئے طریقہ کار متعارف کرانے کا فیصلہ بھی کیا گیا، حکام کا کہنا تھا کہ ملک کو درپیش چیلنجز سے نمٹنے کے لیے قومی یکجہتی ناگزیر ہے (377, 1951, 469, 2076)
news-article (269, 333, 367, 641)
article-tag: تیجیشر (269, 644, 293, 655)
article-number: 39 (354, 1575, 367, 1586)
article-tag: تیجیشر (584, 1209, 608, 1220)
article-header (794, 22, 892, 34)
news-article (689, 22, 787, 330)
article-number: 14 (774, 644, 787, 655)
article-body: اسلام آباد میں منعقدہ اجلاس میں حکومتی نمائندوں نے ملکی معیشت، سرمایہ کاری، توانائی، زراعت اور تعلیم کے شعبوں میں جاری منصوبوں کا جائزہ لیا اور متعلقہ اداروں کو ہدایت کی کہ عوامی مسائل کے حل کے لیے فوری اقدامات کیے جائیں، اجلاس میں صوبائی حکومتوں کے ساتھ رابطے بہتر بنانے اور ترقیاتی منصوبوں کی بروقت تکمیل پر زور دیا گیا جبکہ شفافیت اور احتساب کو یقینی بنانے کے لیے نئے طریقہ کار متعارف کرانے کا فیصلہ بھی کیا گیا، حکام کا کہنا تھا کہ ملک کو درپیش چیلنجز سے نمٹنے کے لیے قومی یکجہتی ناگزیر ہے اسلام آباد میں منعقدہ اجلاس میں حکومتی نمائندوں نے ملکی معیشت، سرمایہ کاری، توانائی، زراعت اور تعلیم کے شعبوں میں جاری منصوبوں کا جائزہ لیا اور متعلقہ اداروں کو ہدایت کی کہ عوامی مسائل کے حل کے لیے فوری اقدامات کیے جائیں، اجلاس میں صوبائی حکومتوں کے ساتھ رابطے بہتر بنانے اور ترقیاتی منصوبوں کی بروقت تکمیل پر زور دیا گیا جبکہ شفافیت اور احتساب کو یقینی بنانے کے لیے نئے طریقہ کار متعارف کرانے کا فیصلہ بھی کیا گیا، حکام کا کہنا تھا کہ ملک کو درپیش چیلنجز سے نمٹنے کے لیے قومی یکجہتی ناگزیر ہے (479, 967, 577, 1257)
article-tag: تیجیشر (689, 1575, 713, 1586)
article-number: 29 (564, 644, 577, 655)
news-article (479, 22, 577, 330)
news-article (794, 22, 892, 330)
court-notice-date: 12.02.2026 (190, 188, 227, 196)
court-notice (374, 1901, 472, 2080)
court-notice-subtitle: سول جج گوجرخان ضلع راولپنڈی (159, 47, 258, 69)
article-number: 38 (354, 1265, 367, 1276)
article-number: 37 (354, 954, 367, 965)
article-number: 2 (990, 333, 997, 344)
article-body: اسلام آباد میں منعقدہ اجلاس میں حکومتی نمائندوں نے ملکی معیشت، سرمایہ کاری، توانائی، زراعت اور تعلیم کے شعبوں میں جاری منصوبوں کا جائزہ لیا اور متعلقہ اداروں کو ہدایت کی کہ عوامی مسائل کے حل کے لیے فوری اقدامات کیے جائیں، اجلاس میں صوبائی حکومتوں کے ساتھ رابطے بہتر بنانے اور ترقیاتی منصوبوں کی بروقت تکمیل پر زور دیا گیا جبکہ شفافیت اور احتساب کو یقینی بنانے کے لیے نئے طریقہ کار متعارف کرانے کا فیصلہ بھی کیا گیا، حکام کا کہنا تھا کہ ملک کو درپیش چیلنجز سے نمٹنے کے لیے قومی یکجہتی ناگزیر ہے اسلام آباد میں منعقدہ اجلاس میں حکومتی نمائندوں نے ملکی معیشت، سرمایہ کاری، توانائی، زراعت اور تعلیم کے شعبوں میں جاری منصوبوں کا جائزہ لیا اور متعلقہ اداروں کو ہدایت کی کہ عوامی مسائل کے حل کے لیے فوری اقدامات کیے جائیں، اجلاس میں صوبائی حکومتوں کے ساتھ رابطے بہتر بنانے اور ترقیاتی منصوبوں کی بروقت تکمیل پر زور دیا گیا جبکہ شفافیت اور احتساب کو یقینی بنانے کے لیے نئے طریقہ کار متعارف کرانے کا فیصلہ بھی کیا گیا، حکام کا کہنا تھا کہ ملک کو درپیش چیلنجز سے نمٹنے کے لیے قومی یکجہتی ناگزیر ہے اسلام آباد میں منعقدہ اجلاس میں حکومتی نمائندوں نے ملکی معیشت، سرمایہ کاری، توانائی، زراعت اور تعلیم کے شعبوں میں جاری منصوبوں کا جائزہ لیا اور متعلقہ اداروں کو ہدایت کی کہ عوامی مسائل کے حل کے لیے فوری اقدامات کیے جائیں، اجلاس میں صوبائی حکومتوں کے ساتھ رابطے بہتر بنانے اور ترقیاتی منصوبوں کی بروقت تکمیل پر زور دیا گیا جبکہ شفافیت اور احتساب کو یقینی بنانے کے لیے نئے طریقہ کار متعارف کرانے کا فیصلہ بھی کیا گیا، حکام کا کہنا تھا کہ ملک کو درپیش چیلنجز سے نمٹنے کے لیے قومی یکجہتی ناگزیر ہے (374, 487, 472, 918)
article-tag: تیجیشر (899, 644, 923, 655)
article-header (689, 333, 787, 345)
court-notice-subtitle: سینئر سول جج فیملی ڈویژن میانوالی (377, 1926, 469, 1948)
news-article (689, 643, 787, 951)
article-number: 34 (354, 23, 367, 33)
court-notice (374, 1548, 472, 1716)
article-header (479, 954, 577, 966)
article-header (479, 22, 577, 34)
article-tag: تیجیشر (374, 926, 398, 937)
article-header (689, 954, 787, 966)
court-notice-title: بعدالت جناب حسن رضا صاحب (168, 718, 249, 740)
news-column-2 (790, 20, 895, 1676)
article-header (269, 643, 367, 655)
court-notice-title: بعدالت جناب جاوید محمود (164, 1522, 253, 1533)
article-header (374, 474, 472, 486)
court-notice-body: اسلام آباد میں منعقدہ اجلاس میں حکومتی نمائندوں نے ملکی معیشت، سرمایہ کاری، توانائی، زراعت اور تعلیم کے شعبوں میں جاری منصوبوں کا جائزہ لیا اور متعلقہ اداروں کو ہدایت کی کہ عوامی مسائل کے حل کے لیے فوری اقدامات کیے جائیں، اجلاس میں صوبائی حکومتوں کے ساتھ رابطے بہتر بنانے اور ترقیاتی منصوبوں کی بروقت تکمیل پر زور دیا گیا جبکہ شفافیت اور احتساب کو یقینی بنانے کے لیے نئے طریقہ کار متعارف کرانے کا فیصلہ بھی کیا گیا، حکام کا کہنا تھا کہ ملک کو درپیش چیلنجز سے نمٹنے کے لیے قومی یکجہتی ناگزیر ہے (159, 1243, 258, 1359)
article-body: اسلام آباد میں منعقدہ اجلاس میں حکومتی نمائندوں نے ملکی معیشت، سرمایہ کاری، توانائی، زراعت اور تعلیم کے شعبوں میں جاری منصوبوں کا جائزہ لیا اور متعلقہ اداروں کو ہدایت کی کہ عوامی مسائل کے حل کے لیے فوری اقدامات کیے جائیں، اجلاس میں صوبائی حکومتوں کے ساتھ رابطے بہتر بنانے اور ترقیاتی منصوبوں کی بروقت تکمیل پر زور دیا گیا جبکہ شفافیت اور احتساب کو یقینی بنانے کے لیے نئے طریقہ کار متعارف کرانے کا فیصلہ بھی کیا گیا، حکام کا کہنا تھا کہ ملک کو درپیش چیلنجز سے نمٹنے کے لیے قومی یکجہتی ناگزیر ہے اسلام آباد میں منعقدہ اجلاس میں حکومتی نمائندوں نے ملکی معیشت، سرمایہ کاری، توانائی، زراعت اور تعلیم کے شعبوں میں جاری منصوبوں کا جائزہ لیا اور متعلقہ اداروں کو ہدایت کی کہ عوامی مسائل کے حل کے لیے فوری اقدامات کیے جائیں، اجلاس میں صوبائی حکومتوں کے ساتھ رابطے بہتر بنانے اور ترقیاتی منصوبوں کی بروقت تکمیل پر زور دیا گیا جبکہ شفافیت اور احتساب کو یقینی بنانے کے لیے نئے طریقہ کار متعارف کرانے کا فیصلہ بھی کیا گیا، حکام کا کہنا تھا کہ ملک کو درپیش چیلنجز سے نمٹنے کے لیے قومی یکجہتی ناگزیر ہے (689, 36, 787, 326)
news-article (374, 925, 472, 1374)
article-tag: تیجیشر (794, 954, 818, 965)
news-article (584, 700, 682, 867)
court-notice-title: بعدالت جناب محمد آصف (380, 1551, 466, 1562)
article-tag: تیجیشر (899, 1575, 923, 1586)
article-body: اسلام آباد میں منعقدہ اجلاس میں حکومتی نمائندوں نے ملکی معیشت، سرمایہ کاری، توانائی، زراعت اور تعلیم کے شعبوں میں جاری منصوبوں کا جائزہ لیا اور متعلقہ اداروں کو ہدایت کی کہ عوامی مسائل کے حل کے لیے فوری اقدامات کیے جائیں، اجلاس میں صوبائی حکومتوں کے ساتھ رابطے بہتر بنانے اور ترقیاتی منصوبوں کی بروقت تکمیل پر زور دیا گیا جبکہ شفافیت اور احتساب کو یقینی بنانے کے لیے نئے طریقہ کار متعارف کرانے کا فیصلہ بھی کیا گیا، حکام کا کہنا تھا کہ ملک کو درپیش چیلنجز سے نمٹنے کے لیے قومی یکجہتی ناگزیر ہے اسلام آباد میں منعقدہ اجلاس میں حکومتی نمائندوں نے ملکی معیشت، سرمایہ کاری، توانائی، زراعت اور تعلیم کے شعبوں میں جاری منصوبوں کا جائزہ لیا اور متعلقہ اداروں کو ہدایت کی کہ عوامی مسائل کے حل کے لیے فوری اقدامات کیے جائیں، اجلاس میں صوبائی حکومتوں کے ساتھ رابطے بہتر بنانے اور ترقیاتی منصوبوں کی بروقت تکمیل پر زور دیا گیا جبکہ شفافیت اور احتساب کو یقینی بنانے کے لیے نئے طریقہ کار متعارف کرانے کا فیصلہ بھی کیا گیا، حکام کا کہنا تھا کہ ملک کو درپیش چیلنجز سے نمٹنے کے لیے قومی یکجہتی ناگزیر ہے (794, 967, 892, 1257)
article-number: 12 (774, 23, 787, 33)
court-notice-subtitle: سینئر سول جج فیملی ڈویژن میانوالی (377, 1744, 469, 1766)
article-tag: تیجیشر (269, 23, 293, 33)
article-tag: تیجیشر (584, 1040, 608, 1050)
article-header (899, 954, 997, 966)
news-article (374, 22, 472, 471)
news-column-7 (265, 20, 370, 1879)
news-article (584, 1209, 682, 1376)
article-number: 4 (990, 954, 997, 965)
article-tag: تیجیشر (899, 954, 923, 965)
news-article (794, 954, 892, 1262)
news-column-6 (370, 20, 475, 2076)
news-article (794, 333, 892, 641)
news-article (689, 333, 787, 641)
article-tag: تیجیشر (794, 1265, 818, 1276)
article-body: اسلام آباد میں منعقدہ اجلاس میں حکومتی نمائندوں نے ملکی معیشت، سرمایہ کاری، توانائی، زراعت اور تعلیم کے شعبوں میں جاری منصوبوں کا جائزہ لیا اور متعلقہ اداروں کو ہدایت کی کہ عوامی مسائل کے حل کے لیے فوری اقدامات کیے جائیں، اجلاس میں صوبائی حکومتوں کے ساتھ رابطے بہتر بنانے اور ترقیاتی منصوبوں کی بروقت تکمیل پر زور دیا گیا جبکہ شفافیت اور احتساب کو یقینی بنانے کے لیے نئے طریقہ کار متعارف کرانے کا فیصلہ بھی کیا گیا، حکام کا کہنا تھا کہ ملک کو درپیش چیلنجز سے نمٹنے کے لیے قومی یکجہتی ناگزیر ہے اسلام آباد میں منعقدہ اجلاس میں حکومتی نمائندوں نے ملکی معیشت، سرمایہ کاری، توانائی، زراعت اور تعلیم کے شعبوں میں جاری منصوبوں کا جائزہ لیا اور متعلقہ اداروں کو ہدایت کی کہ عوامی مسائل کے حل کے لیے فوری اقدامات کیے جائیں، اجلاس میں صوبائی حکومتوں کے ساتھ رابطے بہتر بنانے اور ترقیاتی منصوبوں کی بروقت تکمیل پر زور دیا گیا جبکہ شفافیت اور احتساب کو یقینی بنانے کے لیے نئے طریقہ کار متعارف کرانے کا فیصلہ بھی کیا گیا، حکام کا کہنا تھا کہ ملک کو درپیش چیلنجز سے نمٹنے کے لیے قومی یکجہتی ناگزیر ہے (269, 657, 367, 947)
article-tag: تیجیشر (479, 23, 503, 33)
news-article (584, 22, 682, 189)
news-column-3 (685, 20, 790, 1879)
court-notice-title: بعدالت محترمہ عمرانہ صاحبہ (170, 25, 247, 46)
article-body: اسلام آباد میں منعقدہ اجلاس میں حکومتی نمائندوں نے ملکی معیشت، سرمایہ کاری، توانائی، زراعت اور تعلیم کے شعبوں میں جاری منصوبوں کا جائزہ لیا اور متعلقہ اداروں کو ہدایت کی کہ عوامی مسائل کے حل کے لیے فوری اقدامات کیے جائیں، اجلاس میں صوبائی حکومتوں کے ساتھ رابطے بہتر بنانے اور ترقیاتی منصوبوں کی بروقت تکمیل پر زور دیا گیا جبکہ شفافیت اور احتساب کو یقینی بنانے کے لیے نئے طریقہ کار متعارف کرانے کا فیصلہ بھی کیا گیا، حکام کا کہنا تھا کہ ملک کو درپیش چیلنجز سے نمٹنے کے لیے قومی یکجہتی ناگزیر ہے (584, 883, 682, 1032)
court-notice-title: بعدالت جناب جاوید محمود (164, 1674, 253, 1685)
article-number: 20 (669, 362, 682, 372)
article-body: اسلام آباد میں منعقدہ اجلاس میں حکومتی نمائندوں نے ملکی معیشت، سرمایہ کاری، توانائی، زراعت اور تعلیم کے شعبوں میں جاری منصوبوں کا جائزہ لیا اور متعلقہ اداروں کو ہدایت کی کہ عوامی مسائل کے حل کے لیے فوری اقدامات کیے جائیں، اجلاس میں صوبائی حکومتوں کے ساتھ رابطے بہتر بنانے اور ترقیاتی منصوبوں کی بروقت تکمیل پر زور دیا گیا جبکہ شفافیت اور احتساب کو یقینی بنانے کے لیے نئے طریقہ کار متعارف کرانے کا فیصلہ بھی کیا گیا، حکام کا کہنا تھا کہ ملک کو درپیش چیلنجز سے نمٹنے کے لیے قومی یکجہتی ناگزیر ہے (584, 1053, 682, 1202)
article-number: 7 (885, 23, 892, 33)
news-article (689, 1264, 787, 1572)
court-notice-title: بعدالت جناب شاہ احمد (169, 547, 248, 558)
news-article (584, 1039, 682, 1206)
article-number: 21 (669, 531, 682, 542)
article-header (689, 643, 787, 655)
article-header (794, 1264, 892, 1276)
article-number: 23 (669, 870, 682, 881)
article-number: 19 (669, 192, 682, 203)
news-article (479, 643, 577, 951)
court-notice-title: عدالت جناب عمر فاروق وڑائچ صاحب (382, 1904, 464, 1926)
article-body: اسلام آباد میں منعقدہ اجلاس میں حکومتی نمائندوں نے ملکی معیشت، سرمایہ کاری، توانائی، زراعت اور تعلیم کے شعبوں میں جاری منصوبوں کا جائزہ لیا اور متعلقہ اداروں کو ہدایت کی کہ عوامی مسائل کے حل کے لیے فوری اقدامات کیے جائیں، اجلاس میں صوبائی حکومتوں کے ساتھ رابطے بہتر بنانے اور ترقیاتی منصوبوں کی بروقت تکمیل پر زور دیا گیا جبکہ شفافیت اور احتساب کو یقینی بنانے کے لیے نئے طریقہ کار متعارف کرانے کا فیصلہ بھی کیا گیا، حکام کا کہنا تھا کہ ملک کو درپیش چیلنجز سے نمٹنے کے لیے قومی یکجہتی ناگزیر ہے اسلام آباد میں منعقدہ اجلاس میں حکومتی نمائندوں نے ملکی معیشت، سرمایہ کاری، توانائی، زراعت اور تعلیم کے شعبوں میں جاری منصوبوں کا جائزہ لیا اور متعلقہ اداروں کو ہدایت کی کہ عوامی مسائل کے حل کے لیے فوری اقدامات کیے جائیں، اجلاس میں صوبائی حکومتوں کے ساتھ رابطے بہتر بنانے اور ترقیاتی منصوبوں کی بروقت تکمیل پر زور دیا گیا جبکہ شفافیت اور احتساب کو یقینی بنانے کے لیے نئے طریقہ کار متعارف کرانے کا فیصلہ بھی کیا گیا، حکام کا کہنا تھا کہ ملک کو درپیش چیلنجز سے نمٹنے کے لیے قومی یکجہتی ناگزیر ہے (479, 346, 577, 636)
court-notice-title: بعدالت جناب تحصیلدار (170, 1207, 247, 1218)
court-notice-body: اسلام آباد میں منعقدہ اجلاس میں حکومتی نمائندوں نے ملکی معیشت، سرمایہ کاری، توانائی، زراعت اور تعلیم کے شعبوں میں جاری منصوبوں کا جائزہ لیا اور متعلقہ اداروں کو ہدایت کی کہ عوامی مسائل کے حل کے لیے فوری اقدامات کیے جائیں، اجلاس میں صوبائی حکومتوں کے ساتھ رابطے بہتر بنانے اور ترقیاتی منصوبوں کی بروقت تکمیل پر زور دیا گیا جبکہ شفافیت اور احتساب کو یقینی بنانے کے لیے نئے طریقہ کار متعارف کرانے کا فیصلہ بھی کیا گیا، حکام کا کہنا تھا کہ ملک کو درپیش چیلنجز سے نمٹنے کے لیے قومی یکجہتی ناگزیر ہے (159, 1699, 258, 1816)
article-number: 17 (774, 1575, 787, 1586)
article-number: 3 (990, 644, 997, 655)
masthead-date: 11 فروری 2026 (382, 0, 498, 18)
article-tag: تیجیشر (899, 23, 923, 33)
article-tag: تیجیشر (584, 701, 608, 711)
article-tag: تیجیشر (584, 870, 608, 881)
news-column-1 (895, 20, 1000, 1879)
article-body: اسلام آباد میں منعقدہ اجلاس میں حکومتی نمائندوں نے ملکی معیشت، سرمایہ کاری، توانائی، زراعت اور تعلیم کے شعبوں میں جاری منصوبوں کا جائزہ لیا اور متعلقہ اداروں کو ہدایت کی کہ عوامی مسائل کے حل کے لیے فوری اقدامات کیے جائیں، اجلاس میں صوبائی حکومتوں کے ساتھ رابطے بہتر بنانے اور ترقیاتی منصوبوں کی بروقت تکمیل پر زور دیا گیا جبکہ شفافیت اور احتساب کو یقینی بنانے کے لیے نئے طریقہ کار متعارف کرانے کا فیصلہ بھی کیا گیا، حکام کا کہنا تھا کہ ملک کو درپیش چیلنجز سے نمٹنے کے لیے قومی یکجہتی ناگزیر ہے اسلام آباد میں منعقدہ اجلاس میں حکومتی نمائندوں نے ملکی معیشت، سرمایہ کاری، توانائی، زراعت اور تعلیم کے شعبوں میں جاری منصوبوں کا جائزہ لیا اور متعلقہ اداروں کو ہدایت کی کہ عوامی مسائل کے حل کے لیے فوری اقدامات کیے جائیں، اجلاس میں صوبائی حکومتوں کے ساتھ رابطے بہتر بنانے اور ترقیاتی منصوبوں کی بروقت تکمیل پر زور دیا گیا جبکہ شفافیت اور احتساب کو یقینی بنانے کے لیے نئے طریقہ کار متعارف کرانے کا فیصلہ بھی کیا گیا، حکام کا کہنا تھا کہ ملک کو درپیش چیلنجز سے نمٹنے کے لیے قومی یکجہتی ناگزیر ہے (899, 346, 997, 636)
court-notice (156, 1519, 261, 1668)
article-body: اسلام آباد میں منعقدہ اجلاس میں حکومتی نمائندوں نے ملکی معیشت، سرمایہ کاری، توانائی، زراعت اور تعلیم کے شعبوں میں جاری منصوبوں کا جائزہ لیا اور متعلقہ اداروں کو ہدایت کی کہ عوامی مسائل کے حل کے لیے فوری اقدامات کیے جائیں، اجلاس میں صوبائی حکومتوں کے ساتھ رابطے بہتر بنانے اور ترقیاتی منصوبوں کی بروقت تکمیل پر زور دیا گیا جبکہ شفافیت اور احتساب کو یقینی بنانے کے لیے نئے طریقہ کار متعارف کرانے کا فیصلہ بھی کیا گیا، حکام کا کہنا تھا کہ ملک کو درپیش چیلنجز سے نمٹنے کے لیے قومی یکجہتی ناگزیر ہے اسلام آباد میں منعقدہ اجلاس میں حکومتی نمائندوں نے ملکی معیشت، سرمایہ کاری، توانائی، زراعت اور تعلیم کے شعبوں میں جاری منصوبوں کا جائزہ لیا اور متعلقہ اداروں کو ہدایت کی کہ عوامی مسائل کے حل کے لیے فوری اقدامات کیے جائیں، اجلاس میں صوبائی حکومتوں کے ساتھ رابطے بہتر بنانے اور ترقیاتی منصوبوں کی بروقت تکمیل پر زور دیا گیا جبکہ شفافیت اور احتساب کو یقینی بنانے کے لیے نئے طریقہ کار متعارف کرانے کا فیصلہ بھی کیا گیا، حکام کا کہنا تھا کہ ملک کو درپیش چیلنجز سے نمٹنے کے لیے قومی یکجہتی ناگزیر ہے (689, 346, 787, 636)
article-body: اسلام آباد میں منعقدہ اجلاس میں حکومتی نمائندوں نے ملکی معیشت، سرمایہ کاری، توانائی، زراعت اور تعلیم کے شعبوں میں جاری منصوبوں کا جائزہ لیا اور متعلقہ اداروں کو ہدایت کی کہ عوامی مسائل کے حل کے لیے فوری اقدامات کیے جائیں، اجلاس میں صوبائی حکومتوں کے ساتھ رابطے بہتر بنانے اور ترقیاتی منصوبوں کی بروقت تکمیل پر زور دیا گیا جبکہ شفافیت اور احتساب کو یقینی بنانے کے لیے نئے طریقہ کار متعارف کرانے کا فیصلہ بھی کیا گیا، حکام کا کہنا تھا کہ ملک کو درپیش چیلنجز سے نمٹنے کے لیے قومی یکجہتی ناگزیر ہے (584, 1392, 682, 1541)
article-body: اسلام آباد میں منعقدہ اجلاس میں حکومتی نمائندوں نے ملکی معیشت، سرمایہ کاری، توانائی، زراعت اور تعلیم کے شعبوں میں جاری منصوبوں کا جائزہ لیا اور متعلقہ اداروں کو ہدایت کی کہ عوامی مسائل کے حل کے لیے فوری اقدامات کیے جائیں، اجلاس میں صوبائی حکومتوں کے ساتھ رابطے بہتر بنانے اور ترقیاتی منصوبوں کی بروقت تکمیل پر زور دیا گیا جبکہ شفافیت اور احتساب کو یقینی بنانے کے لیے نئے طریقہ کار متعارف کرانے کا فیصلہ بھی کیا گیا، حکام کا کہنا تھا کہ ملک کو درپیش چیلنجز سے نمٹنے کے لیے قومی یکجہتی ناگزیر ہے اسلام آباد میں منعقدہ اجلاس میں حکومتی نمائندوں نے ملکی معیشت، سرمایہ کاری، توانائی، زراعت اور تعلیم کے شعبوں میں جاری منصوبوں کا جائزہ لیا اور متعلقہ اداروں کو ہدایت کی کہ عوامی مسائل کے حل کے لیے فوری اقدامات کیے جائیں، اجلاس میں صوبائی حکومتوں کے ساتھ رابطے بہتر بنانے اور ترقیاتی منصوبوں کی بروقت تکمیل پر زور دیا گیا جبکہ شفافیت اور احتساب کو یقینی بنانے کے لیے نئے طریقہ کار متعارف کرانے کا فیصلہ بھی کیا گیا، حکام کا کہنا تھا کہ ملک کو درپیش چیلنجز سے نمٹنے کے لیے قومی یکجہتی ناگزیر ہے (479, 657, 577, 947)
article-header (584, 870, 682, 882)
article-number: 15 (774, 954, 787, 965)
article-tag: تیجیشر (479, 333, 503, 344)
news-article (794, 1264, 892, 1572)
article-tag: تیجیشر (269, 333, 293, 344)
article-number: 25 (669, 1209, 682, 1220)
news-article (374, 474, 472, 923)
article-header (584, 700, 682, 712)
article-body: اسلام آباد میں منعقدہ اجلاس میں حکومتی نمائندوں نے ملکی معیشت، سرمایہ کاری، توانائی، زراعت اور تعلیم کے شعبوں میں جاری منصوبوں کا جائزہ لیا اور متعلقہ اداروں کو ہدایت کی کہ عوامی مسائل کے حل کے لیے فوری اقدامات کیے جائیں، اجلاس میں صوبائی حکومتوں کے ساتھ رابطے بہتر بنانے اور ترقیاتی منصوبوں کی بروقت تکمیل پر زور دیا گیا جبکہ شفافیت اور احتساب کو یقینی بنانے کے لیے نئے طریقہ کار متعارف کرانے کا فیصلہ بھی کیا گیا، حکام کا کہنا تھا کہ ملک کو درپیش چیلنجز سے نمٹنے کے لیے قومی یکجہتی ناگزیر ہے اسلام آباد میں منعقدہ اجلاس میں حکومتی نمائندوں نے ملکی معیشت، سرمایہ کاری، توانائی، زراعت اور تعلیم کے شعبوں میں جاری منصوبوں کا جائزہ لیا اور متعلقہ اداروں کو ہدایت کی کہ عوامی مسائل کے حل کے لیے فوری اقدامات کیے جائیں، اجلاس میں صوبائی حکومتوں کے ساتھ رابطے بہتر بنانے اور ترقیاتی منصوبوں کی بروقت تکمیل پر زور دیا گیا جبکہ شفافیت اور احتساب کو یقینی بنانے کے لیے نئے طریقہ کار متعارف کرانے کا فیصلہ بھی کیا گیا، حکام کا کہنا تھا کہ ملک کو درپیش چیلنجز سے نمٹنے کے لیے قومی یکجہتی ناگزیر ہے (269, 1278, 367, 1568)
article-tag: تیجیشر (689, 644, 713, 655)
news-article (584, 1378, 682, 1545)
